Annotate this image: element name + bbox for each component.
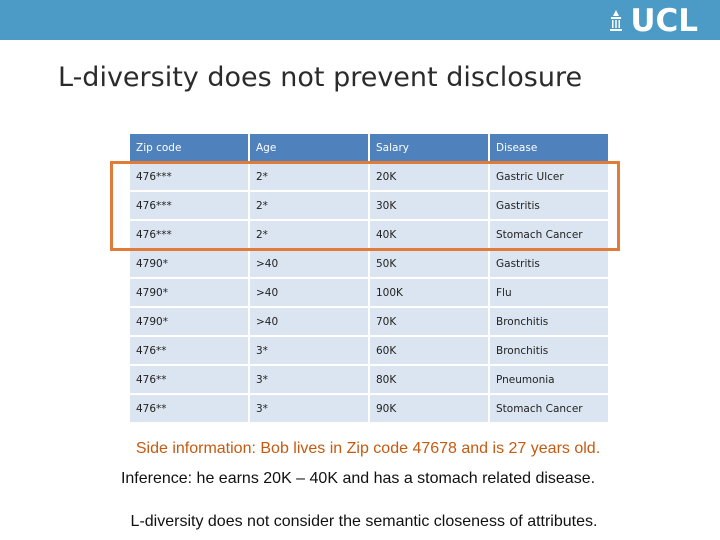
cell-age: 3*: [249, 394, 369, 423]
portico-icon: [608, 8, 624, 38]
cell-salary: 30K: [369, 191, 489, 220]
cell-disease: Bronchitis: [489, 307, 609, 336]
cell-zip-code: 4790*: [129, 278, 249, 307]
column-header-salary: Salary: [369, 133, 489, 162]
table-row: [129, 307, 609, 336]
logo-text: UCL: [630, 3, 698, 39]
cell-disease: Gastritis: [489, 249, 609, 278]
cell-salary: 100K: [369, 278, 489, 307]
cell-zip-code: 476**: [129, 365, 249, 394]
column-header-zip-code: Zip code: [129, 133, 249, 162]
cell-disease: Stomach Cancer: [489, 220, 609, 249]
cell-age: 2*: [249, 220, 369, 249]
table-row: [129, 220, 609, 249]
table-row: [129, 336, 609, 365]
table-row: [129, 162, 609, 191]
cell-disease: Bronchitis: [489, 336, 609, 365]
cell-salary: 50K: [369, 249, 489, 278]
cell-disease: Gastric Ulcer: [489, 162, 609, 191]
cell-age: >40: [249, 307, 369, 336]
table-row: [129, 249, 609, 278]
cell-zip-code: 476***: [129, 220, 249, 249]
slide-title: L-diversity does not prevent disclosure: [58, 62, 583, 93]
cell-age: >40: [249, 249, 369, 278]
cell-zip-code: 476***: [129, 162, 249, 191]
cell-age: 2*: [249, 191, 369, 220]
cell-disease: Flu: [489, 278, 609, 307]
cell-salary: 20K: [369, 162, 489, 191]
anonymized-table: [128, 132, 610, 424]
cell-age: 3*: [249, 365, 369, 394]
data-table-container: [128, 132, 608, 424]
inference-text: Inference: he earns 20K – 40K and has a stomach related disease.: [120, 470, 596, 487]
cell-zip-code: 476**: [129, 336, 249, 365]
table-row: [129, 278, 609, 307]
table-row: [129, 365, 609, 394]
side-information-text: Side information: Bob lives in Zip code 47678 and is 27 years old.: [135, 440, 601, 457]
ucl-logo: [608, 4, 698, 38]
table-header-row: [129, 133, 609, 162]
header-bar: [0, 0, 720, 40]
column-header-disease: Disease: [489, 133, 609, 162]
column-header-age: Age: [249, 133, 369, 162]
cell-salary: 70K: [369, 307, 489, 336]
cell-zip-code: 4790*: [129, 307, 249, 336]
cell-age: 3*: [249, 336, 369, 365]
cell-zip-code: 476***: [129, 191, 249, 220]
table-row: [129, 191, 609, 220]
cell-zip-code: 4790*: [129, 249, 249, 278]
closing-statement: L-diversity does not consider the semantic closeness of attributes.: [130, 513, 598, 530]
cell-disease: Pneumonia: [489, 365, 609, 394]
cell-salary: 80K: [369, 365, 489, 394]
cell-zip-code: 476**: [129, 394, 249, 423]
cell-disease: Gastritis: [489, 191, 609, 220]
cell-age: 2*: [249, 162, 369, 191]
cell-salary: 90K: [369, 394, 489, 423]
cell-disease: Stomach Cancer: [489, 394, 609, 423]
cell-age: >40: [249, 278, 369, 307]
table-row: [129, 394, 609, 423]
cell-salary: 60K: [369, 336, 489, 365]
cell-salary: 40K: [369, 220, 489, 249]
